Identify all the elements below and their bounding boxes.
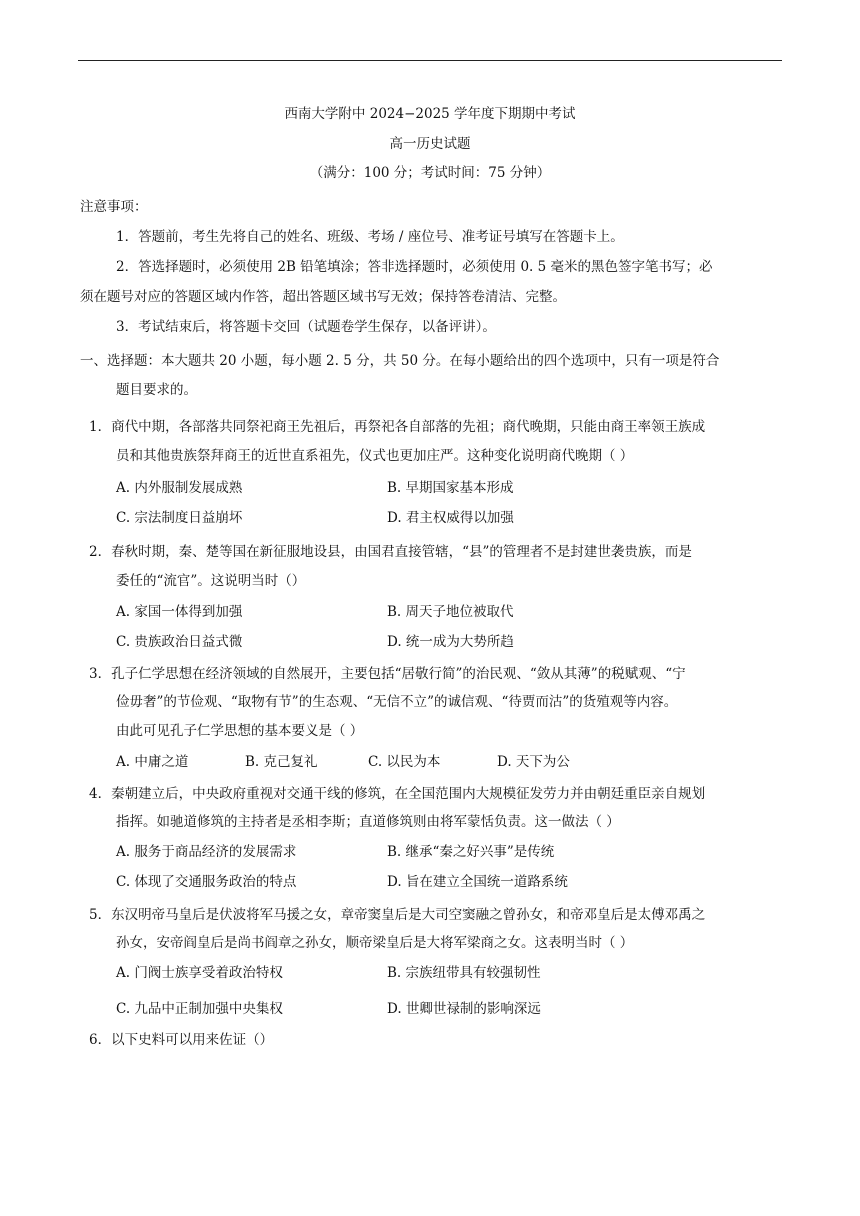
section-heading-cont: 题目要求的。 bbox=[116, 382, 197, 398]
question-2-stem-cont: 委任的“流官”。这说明当时（） bbox=[116, 573, 306, 589]
exam-title: 西南大学附中 2024−2025 学年度下期期中考试 bbox=[284, 106, 576, 122]
question-5-option-d[interactable]: D. 世卿世禄制的影响深远 bbox=[387, 1001, 541, 1017]
question-4-option-d[interactable]: D. 旨在建立全国统一道路系统 bbox=[387, 874, 568, 890]
question-6-stem: 6．以下史料可以用来佐证（） bbox=[89, 1032, 274, 1048]
question-5-option-a[interactable]: A. 门阀士族享受着政治特权 bbox=[116, 965, 283, 981]
question-1-stem: 1．商代中期，各部落共同祭祀商王先祖后，再祭祀各自部落的先祖；商代晚期，只能由商王率领王族成 bbox=[89, 419, 706, 435]
question-3-stem-cont-2: 由此可见孔子仁学思想的基本要义是（ ） bbox=[116, 723, 364, 739]
question-2-option-d[interactable]: D. 统一成为大势所趋 bbox=[387, 634, 514, 650]
question-5-stem-cont: 孙女，安帝阎皇后是尚书阎章之孙女，顺帝梁皇后是大将军梁商之女。这表明当时（ ） bbox=[116, 935, 634, 951]
question-2-option-a[interactable]: A. 家国一体得到加强 bbox=[116, 604, 243, 620]
question-5-option-c[interactable]: C. 九品中正制加强中央集权 bbox=[116, 1001, 283, 1017]
exam-subject: 高一历史试题 bbox=[389, 136, 471, 152]
question-5-stem: 5．东汉明帝马皇后是伏波将军马援之女，章帝窦皇后是大司空窦融之曾孙女，和帝邓皇后是太傅邓禹之 bbox=[89, 907, 706, 923]
notes-heading: 注意事项： bbox=[80, 199, 148, 215]
question-4-option-a[interactable]: A. 服务于商品经济的发展需求 bbox=[116, 844, 297, 860]
question-3-option-a[interactable]: A. 中庸之道 bbox=[116, 754, 189, 770]
top-rule bbox=[78, 60, 782, 61]
question-4-option-c[interactable]: C. 体现了交通服务政治的特点 bbox=[116, 874, 297, 890]
question-2-option-b[interactable]: B. 周天子地位被取代 bbox=[387, 604, 514, 620]
question-1-stem-cont: 员和其他贵族祭拜商王的近世直系祖先，仪式也更加庄严。这种变化说明商代晚期（ ） bbox=[116, 448, 634, 464]
question-1-option-a[interactable]: A. 内外服制发展成熟 bbox=[116, 480, 243, 496]
section-heading: 一、选择题：本大题共 20 小题，每小题 2. 5 分，共 50 分。在每小题给出的四个选项中，只有一项是符合 bbox=[80, 353, 720, 369]
question-3-option-b[interactable]: B. 克己复礼 bbox=[245, 754, 318, 770]
question-2-stem: 2．春秋时期，秦、楚等国在新征服地设县，由国君直接管辖，“县”的管理者不是封建世袭贵族，而是 bbox=[89, 544, 692, 560]
question-3-option-d[interactable]: D. 天下为公 bbox=[497, 754, 570, 770]
note-item-1: 1．答题前，考生先将自己的姓名、班级、考场 / 座位号、准考证号填写在答题卡上。 bbox=[116, 229, 624, 245]
note-item-2-cont: 须在题号对应的答题区域内作答，超出答题区域书写无效；保持答卷清洁、完整。 bbox=[80, 289, 566, 305]
exam-info: （满分：100 分；考试时间：75 分钟） bbox=[309, 165, 551, 181]
question-5-option-b[interactable]: B. 宗族纽带具有较强韧性 bbox=[387, 965, 541, 981]
question-3-stem: 3．孔子仁学思想在经济领域的自然展开，主要包括“居敬行简”的治民观、“敛从其薄”的税赋观、“宁 bbox=[89, 666, 686, 682]
question-2-option-c[interactable]: C. 贵族政治日益式微 bbox=[116, 634, 243, 650]
question-4-stem-cont: 指挥。如驰道修筑的主持者是丞相李斯；直道修筑则由将军蒙恬负责。这一做法（ ） bbox=[116, 814, 620, 830]
question-4-stem: 4．秦朝建立后，中央政府重视对交通干线的修筑，在全国范围内大规模征发劳力并由朝廷重臣亲自规划 bbox=[89, 786, 706, 802]
question-1-option-b[interactable]: B. 早期国家基本形成 bbox=[387, 480, 514, 496]
note-item-2: 2．答选择题时，必须使用 2B 铅笔填涂；答非选择题时，必须使用 0. 5 毫米的黑色签字笔书写；必 bbox=[116, 259, 713, 275]
question-4-option-b[interactable]: B. 继承“秦之好兴事”是传统 bbox=[387, 844, 555, 860]
question-3-stem-cont-1: 俭毋奢”的节俭观、“取物有节”的生态观、“无信不立”的诚信观、“待贾而沽”的货殖观等内容。 bbox=[116, 694, 678, 710]
question-1-option-d[interactable]: D. 君主权威得以加强 bbox=[387, 510, 514, 526]
question-3-option-c[interactable]: C. 以民为本 bbox=[368, 754, 441, 770]
note-item-3: 3．考试结束后，将答题卡交回（试题卷学生保存，以备评讲）。 bbox=[116, 319, 496, 335]
question-1-option-c[interactable]: C. 宗法制度日益崩坏 bbox=[116, 510, 243, 526]
